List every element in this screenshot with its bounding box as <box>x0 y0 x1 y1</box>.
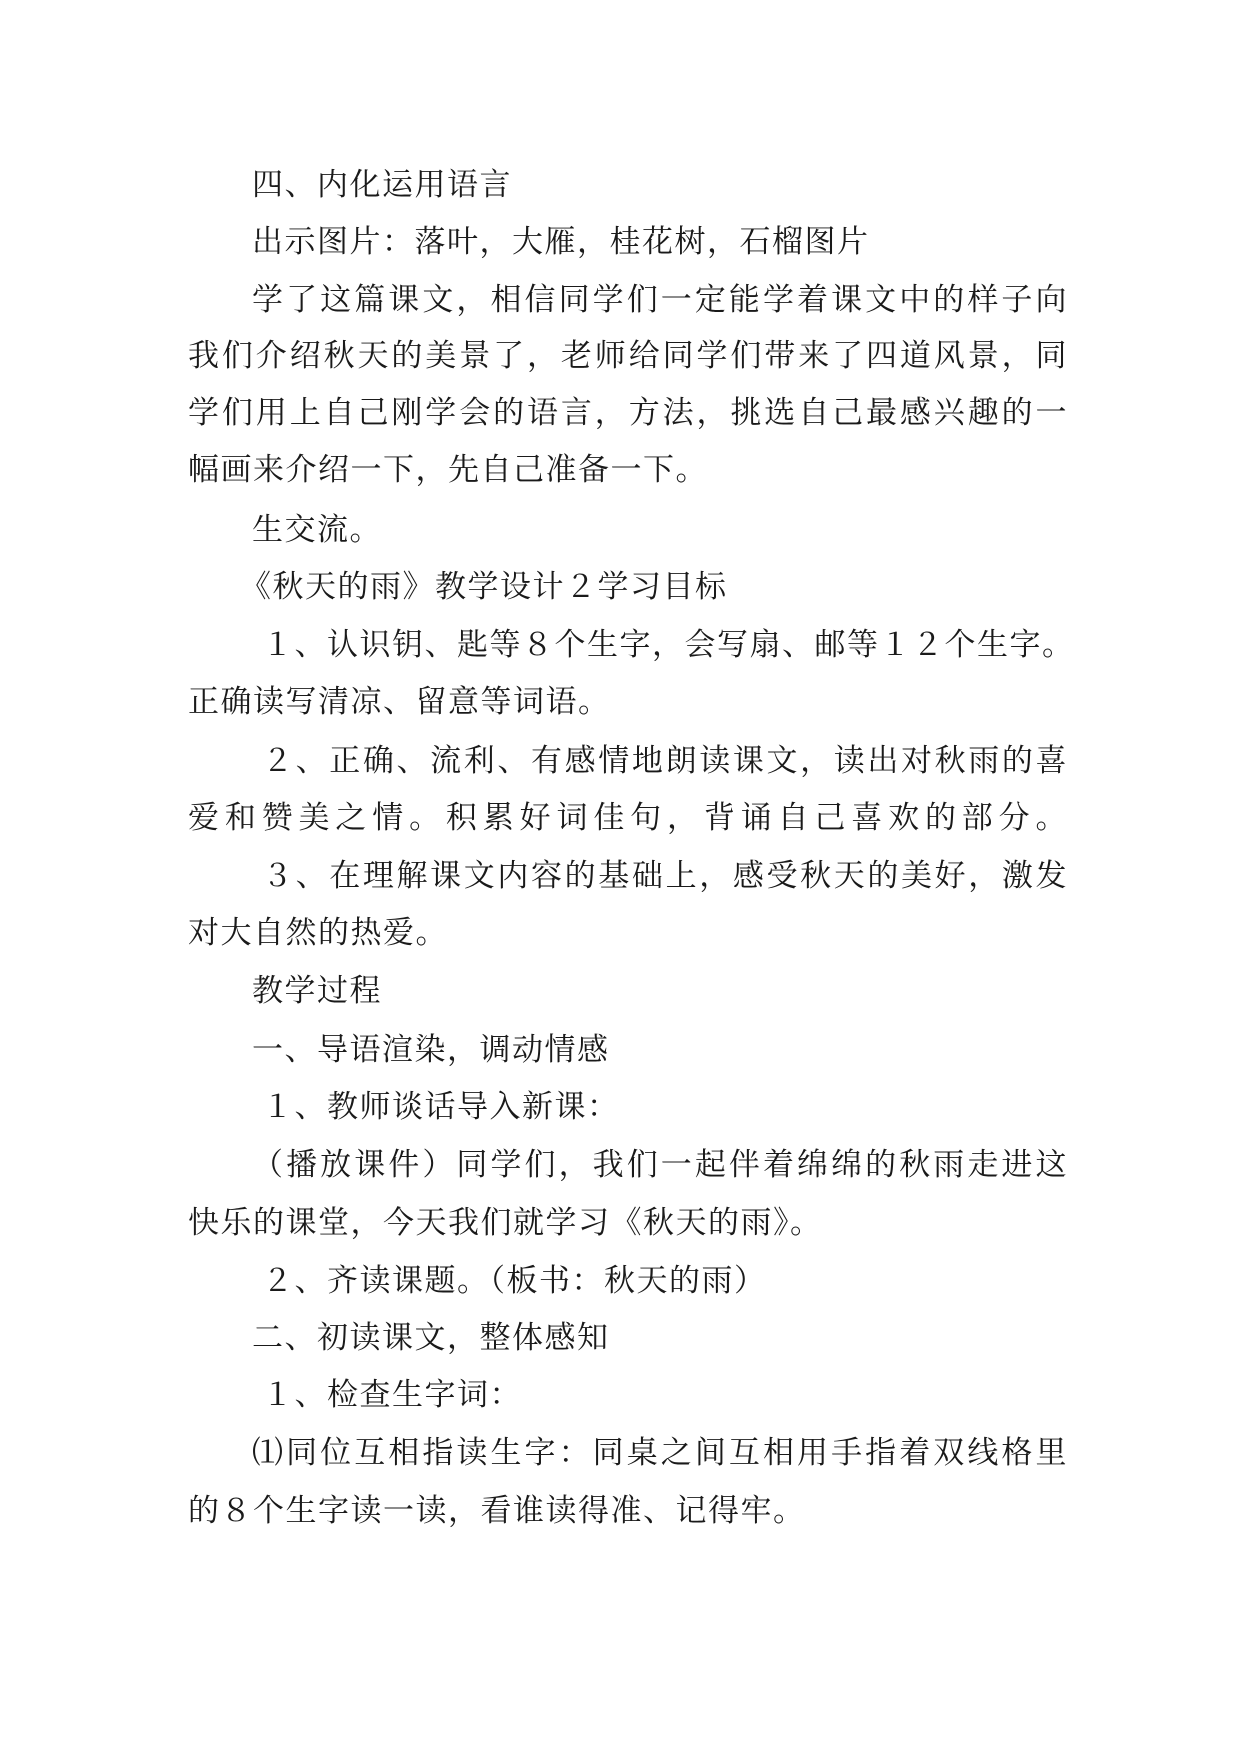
section-heading: 二、初读课文，整体感知 <box>252 1320 610 1356</box>
paragraph-line: ２、正确、流利、有感情地朗读课文，读出对秋雨的喜 <box>262 743 1068 779</box>
paragraph-line: 学了这篇课文，相信同学们一定能学着课文中的样子向 <box>252 282 1068 318</box>
paragraph-line: 正确读写清凉、留意等词语。 <box>188 684 611 720</box>
paragraph-line: １、教师谈话导入新课： <box>262 1089 620 1125</box>
section-heading: 教学过程 <box>252 973 382 1009</box>
paragraph-line: （播放课件）同学们，我们一起伴着绵绵的秋雨走进这 <box>252 1147 1068 1183</box>
paragraph-line: １、检查生字词： <box>262 1377 522 1413</box>
paragraph-line: 出示图片：落叶，大雁，桂花树，石榴图片 <box>252 224 870 260</box>
paragraph-line: 快乐的课堂，今天我们就学习《秋天的雨》。 <box>188 1205 823 1241</box>
paragraph-line: 的８个生字读一读，看谁读得准、记得牢。 <box>188 1493 806 1529</box>
paragraph-line: 学们用上自己刚学会的语言，方法，挑选自己最感兴趣的一 <box>188 395 1068 431</box>
paragraph-line: 幅画来介绍一下，先自己准备一下。 <box>188 452 708 488</box>
paragraph-line: 爱和赞美之情。积累好词佳句，背诵自己喜欢的部分。 <box>188 800 1068 836</box>
section-heading: 一、导语渲染，调动情感 <box>252 1032 610 1068</box>
section-heading-four: 四、内化运用语言 <box>252 167 512 203</box>
paragraph-line: 我们介绍秋天的美景了，老师给同学们带来了四道风景，同 <box>188 338 1068 374</box>
paragraph-line: ２、齐读课题。（板书：秋天的雨） <box>262 1263 767 1299</box>
lesson-title: 《秋天的雨》教学设计２学习目标 <box>240 569 728 605</box>
paragraph-line: ３、在理解课文内容的基础上，感受秋天的美好，激发 <box>262 858 1068 894</box>
paragraph-line: 对大自然的热爱。 <box>188 915 448 951</box>
paragraph-line: １、认识钥、匙等８个生字，会写扇、邮等１２个生字。 <box>262 627 1075 663</box>
paragraph-line: ⑴同位互相指读生字：同桌之间互相用手指着双线格里 <box>252 1435 1068 1471</box>
paragraph-line: 生交流。 <box>252 512 382 548</box>
